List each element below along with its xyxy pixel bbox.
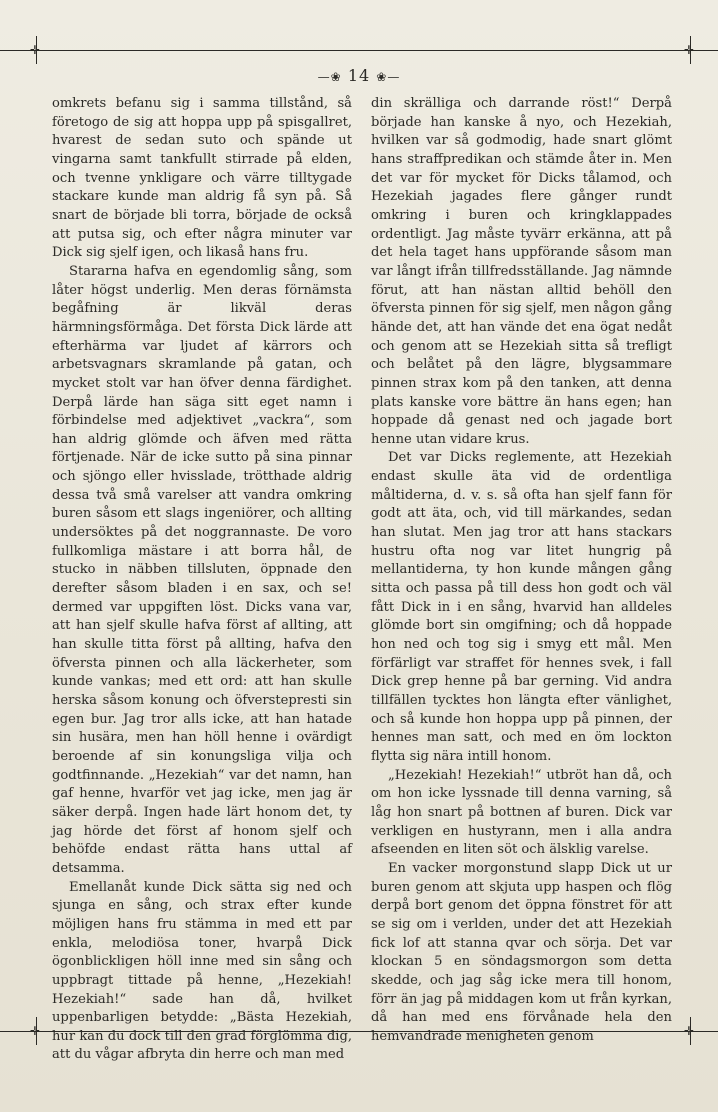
paragraph: En vacker morgonstund slapp Dick ut ur buren genom att skjuta upp haspen och flög derpå bort genom det öppna fönstret för att se sig om i verlden, under det att Hezekiah fick lof att stanna qvar och sörja. Det var klockan 5 en söndagsmorgon som detta skedde, och jag såg icke mera till honom, förr än jag på middagen kom ut från kyrkan, då han med ens förvånade hela den hemvandrade menigheten genom	[371, 860, 672, 1044]
crop-cross-top-left: ✛	[30, 43, 41, 57]
paragraph: Det var Dicks reglemente, att Hezekiah endast skulle äta vid de ordentliga måltiderna, d. v. s. så ofta han sjelf fann för godt att äta, och, vid till märkandes, sedan han slutat. Men jag tror att hans stackars hustru ofta nog var litet hungrig på mellantiderna, ty hon kunde mången gång sitta och passa på till dess hon godt och väl fått Dick in i en sång, hvarvid han alldeles glömde bort sin omgifning; och då hoppade hon ned och tog sig i smyg ett mål. Men förfärligt var straffet för hennes svek, i fall Dick grep henne på bar gerning. Vid andra tillfällen tycktes hon längta efter vänlighet, och så kunde hon hoppa upp på pinnen, der hennes man satt, och med en öm lockton flytta sig nära intill honom.	[371, 450, 672, 764]
page-number: 14	[347, 66, 371, 85]
page-header	[0, 66, 718, 85]
right-text-column	[371, 95, 672, 1046]
crop-cross-bottom-left: ✛	[30, 1024, 41, 1038]
header-ornament-right: ❀—	[376, 70, 401, 84]
top-trim-rule	[0, 50, 718, 51]
crop-cross-top-right: ✛	[684, 43, 695, 57]
paragraph: „Hezekiah! Hezekiah!“ utbröt han då, och om hon icke lyssnade till denna varning, så låg hon snart på bottnen af buren. Dick var verkligen en hustyrann, men i alla andra afseenden en liten söt och älsklig varelse.	[371, 767, 672, 858]
paragraph: omkrets befanu sig i samma tillstånd, så företogo de sig att hoppa upp på spisgallret, hvarest de sedan suto och spände ut vingarna samt tankfullt stirrade på elden, och tvenne ynkligare och värre tilltygade stackare kunde man aldrig få syn på. Så snart de började bli torra, började de också att putsa sig, och efter några minuter var Dick sig sjelf igen, och likaså hans fru.	[52, 96, 352, 261]
paragraph: Emellanåt kunde Dick sätta sig ned och sjunga en sång, och strax efter kunde möjligen hans fru stämma in med ett par enkla, melodiösa toner, hvarpå Dick ögonblickligen höll inne med sin sång och uppbragt tittade på henne, „Hezekiah! Hezekiah!“ sade han då, hvilket uppenbarligen betydde: „Bästa Hezekiah, hur kan du dock till den grad förglömma dig, att du vågar afbryta din herre och man med	[52, 879, 352, 1063]
left-text-column	[52, 95, 352, 1065]
header-ornament-left: —❀	[317, 70, 342, 84]
crop-cross-bottom-right: ✛	[684, 1024, 695, 1038]
paragraph: din skrälliga och darrande röst!“ Derpå började han kanske å nyo, och Hezekiah, hvilken var så godmodig, hade snart glömt hans straffpredikan och stämde åter in. Men det var för mycket för Dicks tålamod, och Hezekiah jagades flere gånger rundt omkring i buren och kringklappades ordentligt. Jag måste tyvärr erkänna, att på det hela taget hans uppförande såsom man var långt ifrån tillfredsställande. Jag nämnde förut, att han nästan alltid behöll den öfversta pinnen för sig sjelf, men någon gång hände det, att han vände det ena ögat nedåt och genom att se Hezekiah sitta så trefligt och belåtet på den lägre, blygsammare pinnen strax kom på den tanken, att denna plats kanske vore bättre än hans egen; han hoppade då genast ned och jagade bort henne utan vidare krus.	[371, 96, 672, 447]
paragraph: Stararna hafva en egendomlig sång, som låter högst underlig. Men deras förnämsta begåfning är likväl deras härmningsförmåga. Det första Dick lärde att efterhärma var ljudet af kärrors och arbetsvagnars skramlande på gatan, och mycket stolt var han öfver denna färdighet. Derpå lärde han säga sitt eget namn i förbindelse med adjektivet „vackra“, som han aldrig glömde och äfven med rätta förtjenade. När de icke sutto på sina pinnar och sjöngo eller hvisslade, trötthade aldrig dessa två små varelser att vandra omkring buren såsom ett slags ingeniörer, och allting undersöktes på det noggrannaste. De voro fullkomliga mästare i att borra hål, de stucko in näbben tillsluten, öppnade den derefter såsom bladen i en sax, och se! dermed var uppgiften löst. Dicks vana var, att han sjelf skulle hafva först af allting, att han skulle titta först på allting, hafva den öfversta pinnen och alla läckerheter, som kunde vankas; med ett ord: att han skulle herska såsom konung och öfverstepresti sin egen bur. Jag tror alls icke, att han hatade sin husära, men han höll henne i ovärdigt beroende af sin konungsliga vilja och godtfinnande. „Hezekiah“ var det namn, han gaf henne, hvarför vet jag icke, men jag är säker derpå. Ingen hade lärt honom det, ty jag hörde det först af honom sjelf och behöfde endast rätta hans uttal af detsamma.	[52, 263, 352, 876]
